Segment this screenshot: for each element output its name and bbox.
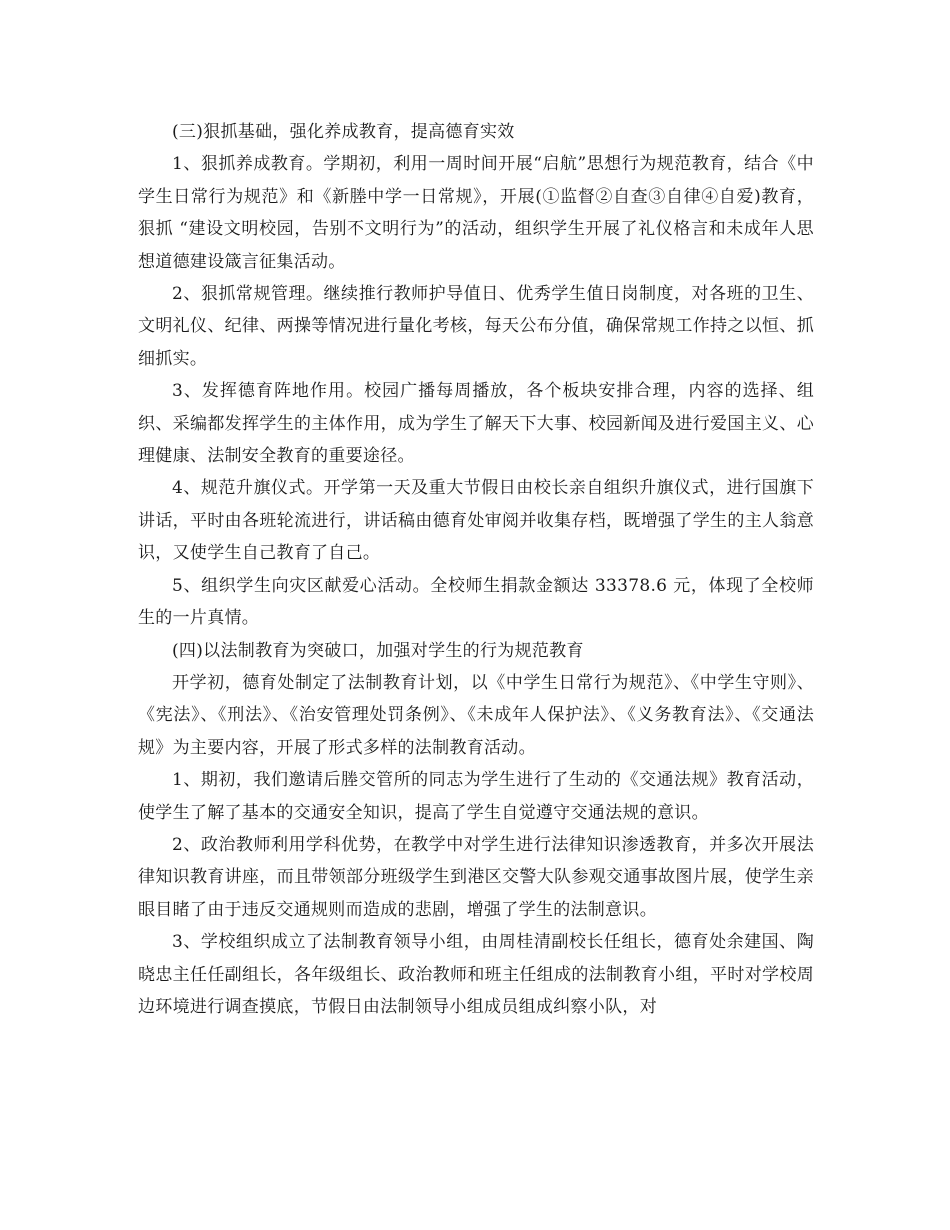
- paragraph-traffic-rules: 1、期初，我们邀请后塍交管所的同志为学生进行了生动的《交通法规》教育活动，使学生了解了基本的交通安全知识，提高了学生自觉遵守交通法规的意识。: [138, 770, 814, 823]
- paragraph-routine-management: 2、狠抓常规管理。继续推行教师护导值日、优秀学生值日岗制度，对各班的卫生、文明礼仪、纪律、两操等情况进行量化考核，每天公布分值，确保常规工作持之以恒、抓细抓实。: [138, 284, 814, 369]
- paragraph-disaster-donation: 5、组织学生向灾区献爱心活动。全校师生捐款金额达 33378.6 元，体现了全校师生的一片真情。: [138, 575, 814, 629]
- paragraph-politics-teachers: 2、政治教师利用学科优势，在教学中对学生进行法律知识渗透教育，并多次开展法律知识教育讲座，而且带领部分班级学生到港区交警大队参观交通事故图片展，使学生亲眼目睹了由于违反交通规则而造成的悲剧，增强了学生的法制意识。: [138, 834, 814, 920]
- section-heading-4: (四)以法制教育为突破口，加强对学生的行为规范教育: [172, 640, 584, 661]
- document-body: [138, 116, 814, 1023]
- paragraph-legal-leadership-group: 3、学校组织成立了法制教育领导小组，由周桂清副校长任组长，德育处余建国、陶晓忠主任任副组长，各年级组长、政治教师和班主任组成的法制教育小组，平时对学校周边环境进行调查摸底，节假日由法制领导小组成员组成纠察小队，对: [138, 932, 814, 1017]
- paragraph-habit-education: 1、狠抓养成教育。学期初，利用一周时间开展“启航”思想行为规范教育，结合《中学生日常行为规范》和《新塍中学一日常规》，开展(①监督②自查③自律④自爱)教育，狠抓 “建设文明校园，告别不文明行为”的活动，组织学生开展了礼仪格言和未成年人思想道德建设箴言征集活动。: [138, 154, 814, 272]
- paragraph-flag-ceremony: 4、规范升旗仪式。开学第一天及重大节假日由校长亲自组织升旗仪式，进行国旗下讲话，平时由各班轮流进行，讲话稿由德育处审阅并收集存档，既增强了学生的主人翁意识，又使学生自己教育了自己。: [138, 478, 814, 564]
- section-heading-3: (三)狠抓基础，强化养成教育，提高德育实效: [172, 122, 515, 142]
- paragraph-legal-plan: 开学初，德育处制定了法制教育计划，以《中学生日常行为规范》、《中学生守则》、《宪法》、《刑法》、《治安管理处罚条例》、《未成年人保护法》、《义务教育法》、《交通法规》为主要内容，开展了形式多样的法制教育活动。: [138, 672, 814, 758]
- paragraph-moral-platform: 3、发挥德育阵地作用。校园广播每周播放，各个板块安排合理，内容的选择、组织、采编都发挥学生的主体作用，成为学生了解天下大事、校园新闻及进行爱国主义、心理健康、法制安全教育的重要途径。: [138, 381, 814, 467]
